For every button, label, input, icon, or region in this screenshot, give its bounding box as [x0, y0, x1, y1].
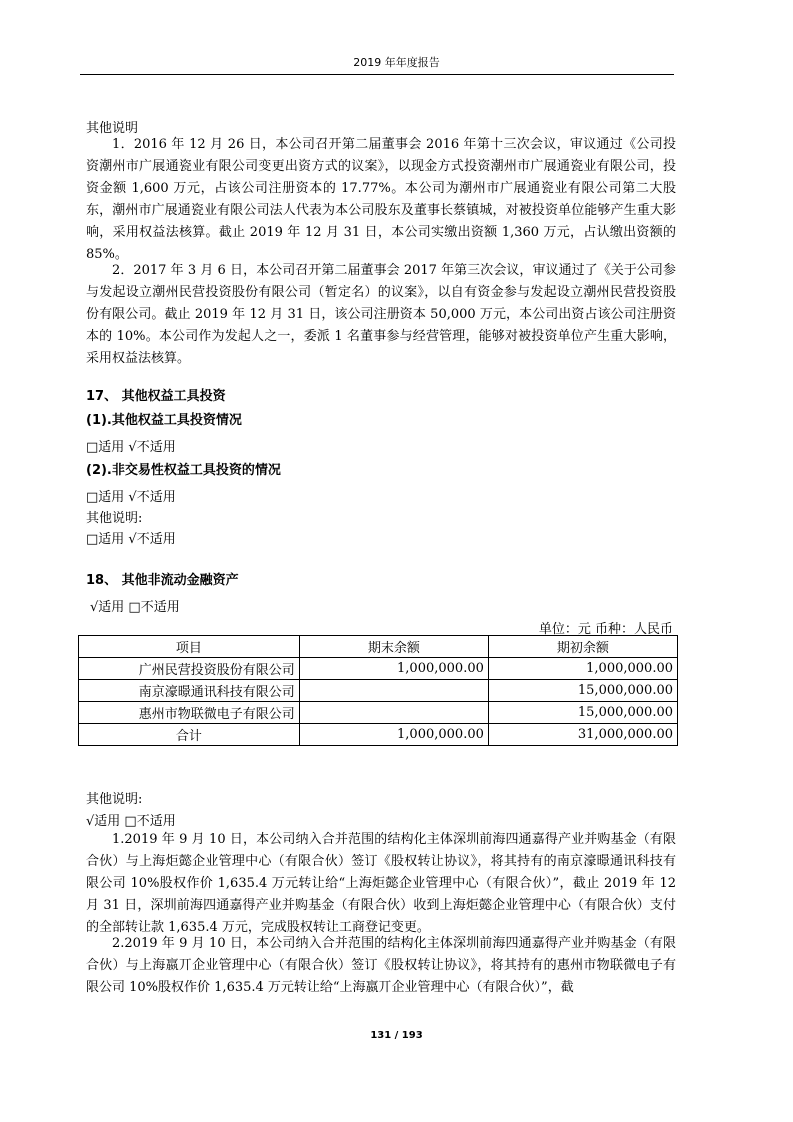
header-rule	[80, 74, 674, 75]
table-cell-item: 广州民营投资股份有限公司	[79, 658, 300, 680]
table-header-row	[79, 636, 678, 658]
section-17-note-option: □适用 √不适用	[86, 532, 176, 547]
table-header-item: 项目	[79, 636, 300, 658]
table-cell-opening: 15,000,000.00	[488, 702, 677, 724]
page-number: 131 / 193	[370, 1030, 423, 1041]
other-notes-paragraph-2: 2．2017 年 3 月 6 日，本公司召开第二届董事会 2017 年第三次会议，审议通过了《关于公司参与发起设立潮州民营投资股份有限公司（暂定名）的议案》，以自有资金参与发起设立潮州民营投资股份有限公司。截止 2019 年 12 月 31 日，该公司注册资本 50,000 万元，本公司出资占该公司注册资本的 10%。本公司作为发起人之一，委派 1 名董事参与经营管理，能够对被投资单位产生重大影响，采用权益法核算。	[86, 263, 676, 366]
table-cell-opening: 1,000,000.00	[488, 658, 677, 680]
table-row	[79, 702, 678, 724]
financial-assets-table	[78, 635, 678, 746]
other-notes-heading: 其他说明	[86, 121, 139, 136]
table-cell-ending	[299, 680, 488, 702]
section-17-heading: 17、 其他权益工具投资	[86, 389, 226, 404]
section-17-note-label: 其他说明:	[86, 511, 143, 526]
other-notes-paragraph-1: 1．2016 年 12 月 26 日，本公司召开第二届董事会 2016 年第十三次会议，审议通过《公司投资潮州市广展通瓷业有限公司变更出资方式的议案》，以现金方式投资潮州市广展通瓷业有限公司，投资金额 1,600 万元，占该公司注册资本的 17.77%。本公司为潮州市广展通瓷业有限公司第二大股东，潮州市广展通瓷业有限公司法人代表为本公司股东及董事长蔡镇城，对被投资单位能够产生重大影响，采用权益法核算。截止 2019 年 12 月 31 日，本公司实缴出资额 1,360 万元，占认缴出资额的 85%。	[86, 137, 676, 262]
section-18-note-label: 其他说明:	[86, 792, 143, 807]
table-header-ending-balance: 期末余额	[299, 636, 488, 658]
section-17-sub1-heading: (1).其他权益工具投资情况	[86, 413, 242, 428]
table-total-label: 合计	[79, 724, 300, 746]
page-header: 2019 年年度报告	[353, 56, 440, 69]
table-row	[79, 658, 678, 680]
section-18-paragraph-1: 1.2019 年 9 月 10 日，本公司纳入合并范围的结构化主体深圳前海四通嘉得产业并购基金（有限合伙）与上海炬懿企业管理中心（有限合伙）签订《股权转让协议》，将其持有的南京濠暻通讯科技有限公司 10%股权作价 1,635.4 万元转让给“上海炬懿企业管理中心（有限合伙）”，截止 2019 年 12 月 31 日，深圳前海四通嘉得产业并购基金（有限合伙）收到上海炬懿企业管理中心（有限合伙）支付的全部转让款 1,635.4 万元，完成股权转让工商登记变更。	[86, 832, 676, 935]
table-total-opening: 31,000,000.00	[488, 724, 677, 746]
table-cell-ending: 1,000,000.00	[299, 658, 488, 680]
section-17-sub1-option: □适用 √不适用	[86, 440, 176, 455]
table-row	[79, 680, 678, 702]
section-17-sub2-heading: (2).非交易性权益工具投资的情况	[86, 463, 281, 478]
section-18-note-option: √适用 □不适用	[86, 814, 176, 829]
table-total-ending: 1,000,000.00	[299, 724, 488, 746]
table-cell-item: 惠州市物联微电子有限公司	[79, 702, 300, 724]
table-total-row	[79, 724, 678, 746]
section-18-heading: 18、 其他非流动金融资产	[86, 573, 239, 588]
table-cell-ending	[299, 702, 488, 724]
table-unit-label: 单位：元 币种：人民币	[538, 622, 673, 637]
section-17-sub2-option: □适用 √不适用	[86, 490, 176, 505]
section-18-option: √适用 □不适用	[90, 600, 180, 615]
table-cell-item: 南京濠暻通讯科技有限公司	[79, 680, 300, 702]
table-header-opening-balance: 期初余额	[488, 636, 677, 658]
table-cell-opening: 15,000,000.00	[488, 680, 677, 702]
section-18-paragraph-2: 2.2019 年 9 月 10 日，本公司纳入合并范围的结构化主体深圳前海四通嘉得产业并购基金（有限合伙）与上海嬴丌企业管理中心（有限合伙）签订《股权转让协议》，将其持有的惠州市物联微电子有限公司 10%股权作价 1,635.4 万元转让给“上海嬴丌企业管理中心（有限合伙）”，截	[86, 936, 676, 995]
